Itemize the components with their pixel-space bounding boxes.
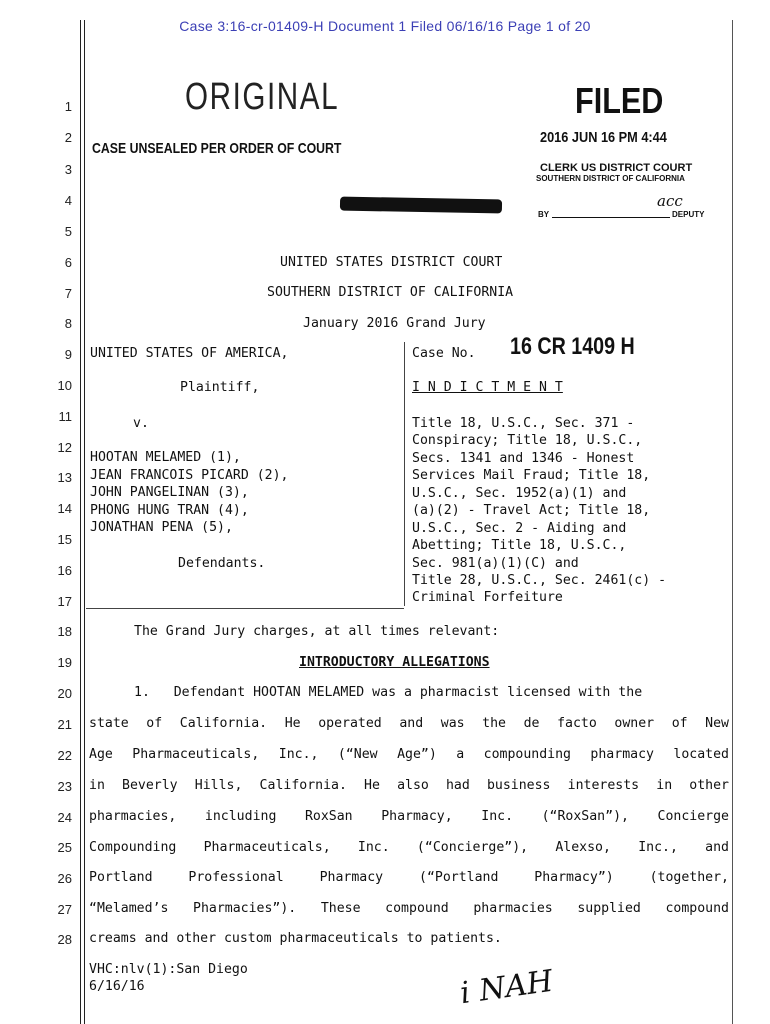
line-number: 17 (57, 594, 72, 609)
paragraph-line: pharmacies, including RoxSan Pharmacy, Inc. (“RoxSan”), Concierge (89, 809, 729, 824)
case-number-label: Case No. (412, 346, 476, 361)
charge-line: Criminal Forfeiture (412, 590, 563, 605)
document-type: I N D I C T M E N T (412, 380, 563, 395)
deputy-initials: acc (657, 192, 683, 210)
line-number: 27 (57, 902, 72, 917)
charge-line: U.S.C., Sec. 1952(a)(1) and (412, 486, 627, 501)
defendant-role: Defendants. (178, 556, 266, 571)
line-number: 12 (57, 440, 72, 455)
line-number: 8 (64, 316, 72, 331)
line-number: 19 (57, 655, 72, 670)
line-number: 28 (57, 932, 72, 947)
line-number: 9 (64, 347, 72, 362)
paragraph-line: state of California. He operated and was the de facto owner of New (89, 716, 729, 731)
paragraph-line: creams and other custom pharmaceuticals to patients. (89, 931, 502, 946)
handwritten-signature: i NAH (458, 963, 556, 1012)
versus-label: v. (133, 416, 149, 431)
charge-line: Secs. 1341 and 1346 - Honest (412, 451, 635, 466)
left-margin-rule-inner (84, 20, 85, 1024)
caption-divider-horizontal (86, 608, 404, 609)
charges-intro: The Grand Jury charges, at all times relevant: (134, 624, 500, 639)
charge-line: Sec. 981(a)(1)(C) and (412, 556, 579, 571)
section-heading: INTRODUCTORY ALLEGATIONS (299, 655, 490, 670)
filed-stamp: FILED (575, 80, 664, 121)
plaintiff-role: Plaintiff, (180, 380, 260, 395)
caption-divider-vertical (404, 342, 405, 606)
defendant-name: HOOTAN MELAMED (1), (90, 450, 241, 465)
preparer-date: 6/16/16 (89, 979, 145, 994)
paragraph-line: “Melamed’s Pharmacies”). These compound pharmacies supplied compound (89, 901, 729, 916)
left-margin-rule (80, 20, 81, 1024)
paragraph-line: 1. Defendant HOOTAN MELAMED was a pharmacist licensed with the (134, 685, 643, 700)
line-number: 16 (57, 563, 72, 578)
line-number: 25 (57, 840, 72, 855)
line-number: 18 (57, 624, 72, 639)
clerk-stamp-line1: CLERK US DISTRICT COURT (540, 162, 693, 174)
line-number: 26 (57, 871, 72, 886)
line-number: 10 (57, 378, 72, 393)
deputy-label: DEPUTY (672, 210, 705, 219)
line-number: 3 (64, 162, 72, 177)
line-number: 21 (57, 717, 72, 732)
original-stamp: ORIGINAL (185, 76, 340, 118)
court-name: UNITED STATES DISTRICT COURT (280, 255, 503, 270)
right-margin-rule (732, 20, 733, 1024)
line-number: 20 (57, 686, 72, 701)
redaction-mark (340, 197, 502, 214)
defendant-name: JONATHAN PENA (5), (90, 520, 233, 535)
unsealed-stamp: CASE UNSEALED PER ORDER OF COURT (92, 140, 342, 157)
court-district: SOUTHERN DISTRICT OF CALIFORNIA (267, 285, 514, 300)
line-number: 7 (64, 286, 72, 301)
grand-jury-label: January 2016 Grand Jury (303, 316, 486, 331)
preparer-initials: VHC:nlv(1):San Diego (89, 962, 248, 977)
line-number: 2 (64, 130, 72, 145)
line-number: 23 (57, 779, 72, 794)
by-label: BY (538, 210, 550, 219)
charge-line: U.S.C., Sec. 2 - Aiding and (412, 521, 627, 536)
defendant-name: JEAN FRANCOIS PICARD (2), (90, 468, 289, 483)
line-number: 5 (64, 224, 72, 239)
paragraph-line: in Beverly Hills, California. He also had business interests in other (89, 778, 729, 793)
defendant-name: PHONG HUNG TRAN (4), (90, 503, 249, 518)
defendant-name: JOHN PANGELINAN (3), (90, 485, 249, 500)
charge-line: Abetting; Title 18, U.S.C., (412, 538, 627, 553)
clerk-stamp-line2: SOUTHERN DISTRICT OF CALIFORNIA (536, 174, 685, 183)
paragraph-line: Age Pharmaceuticals, Inc., (“New Age”) a compounding pharmacy located (89, 747, 729, 762)
line-number: 11 (58, 409, 72, 424)
document-header: Case 3:16-cr-01409-H Document 1 Filed 06/16/16 Page 1 of 20 (179, 18, 591, 34)
line-number: 4 (64, 193, 72, 208)
line-number: 22 (57, 748, 72, 763)
charge-line: Conspiracy; Title 18, U.S.C., (412, 433, 643, 448)
line-number: 24 (57, 810, 72, 825)
paragraph-line: Portland Professional Pharmacy (“Portland Pharmacy”) (together, (89, 870, 729, 885)
charge-line: Title 28, U.S.C., Sec. 2461(c) - (412, 573, 667, 588)
signature-line (552, 217, 670, 218)
paragraph-line: Compounding Pharmaceuticals, Inc. (“Concierge”), Alexso, Inc., and (89, 840, 729, 855)
line-number: 1 (64, 99, 72, 114)
case-number-stamp: 16 CR 1409 H (510, 333, 635, 360)
plaintiff-name: UNITED STATES OF AMERICA, (90, 346, 289, 361)
line-number: 6 (64, 255, 72, 270)
filed-date-stamp: 2016 JUN 16 PM 4:44 (540, 129, 667, 146)
charge-line: (a)(2) - Travel Act; Title 18, (412, 503, 651, 518)
charge-line: Title 18, U.S.C., Sec. 371 - (412, 416, 635, 431)
line-number: 15 (57, 532, 72, 547)
charge-line: Services Mail Fraud; Title 18, (412, 468, 651, 483)
line-number: 13 (57, 470, 72, 485)
line-number: 14 (57, 501, 72, 516)
